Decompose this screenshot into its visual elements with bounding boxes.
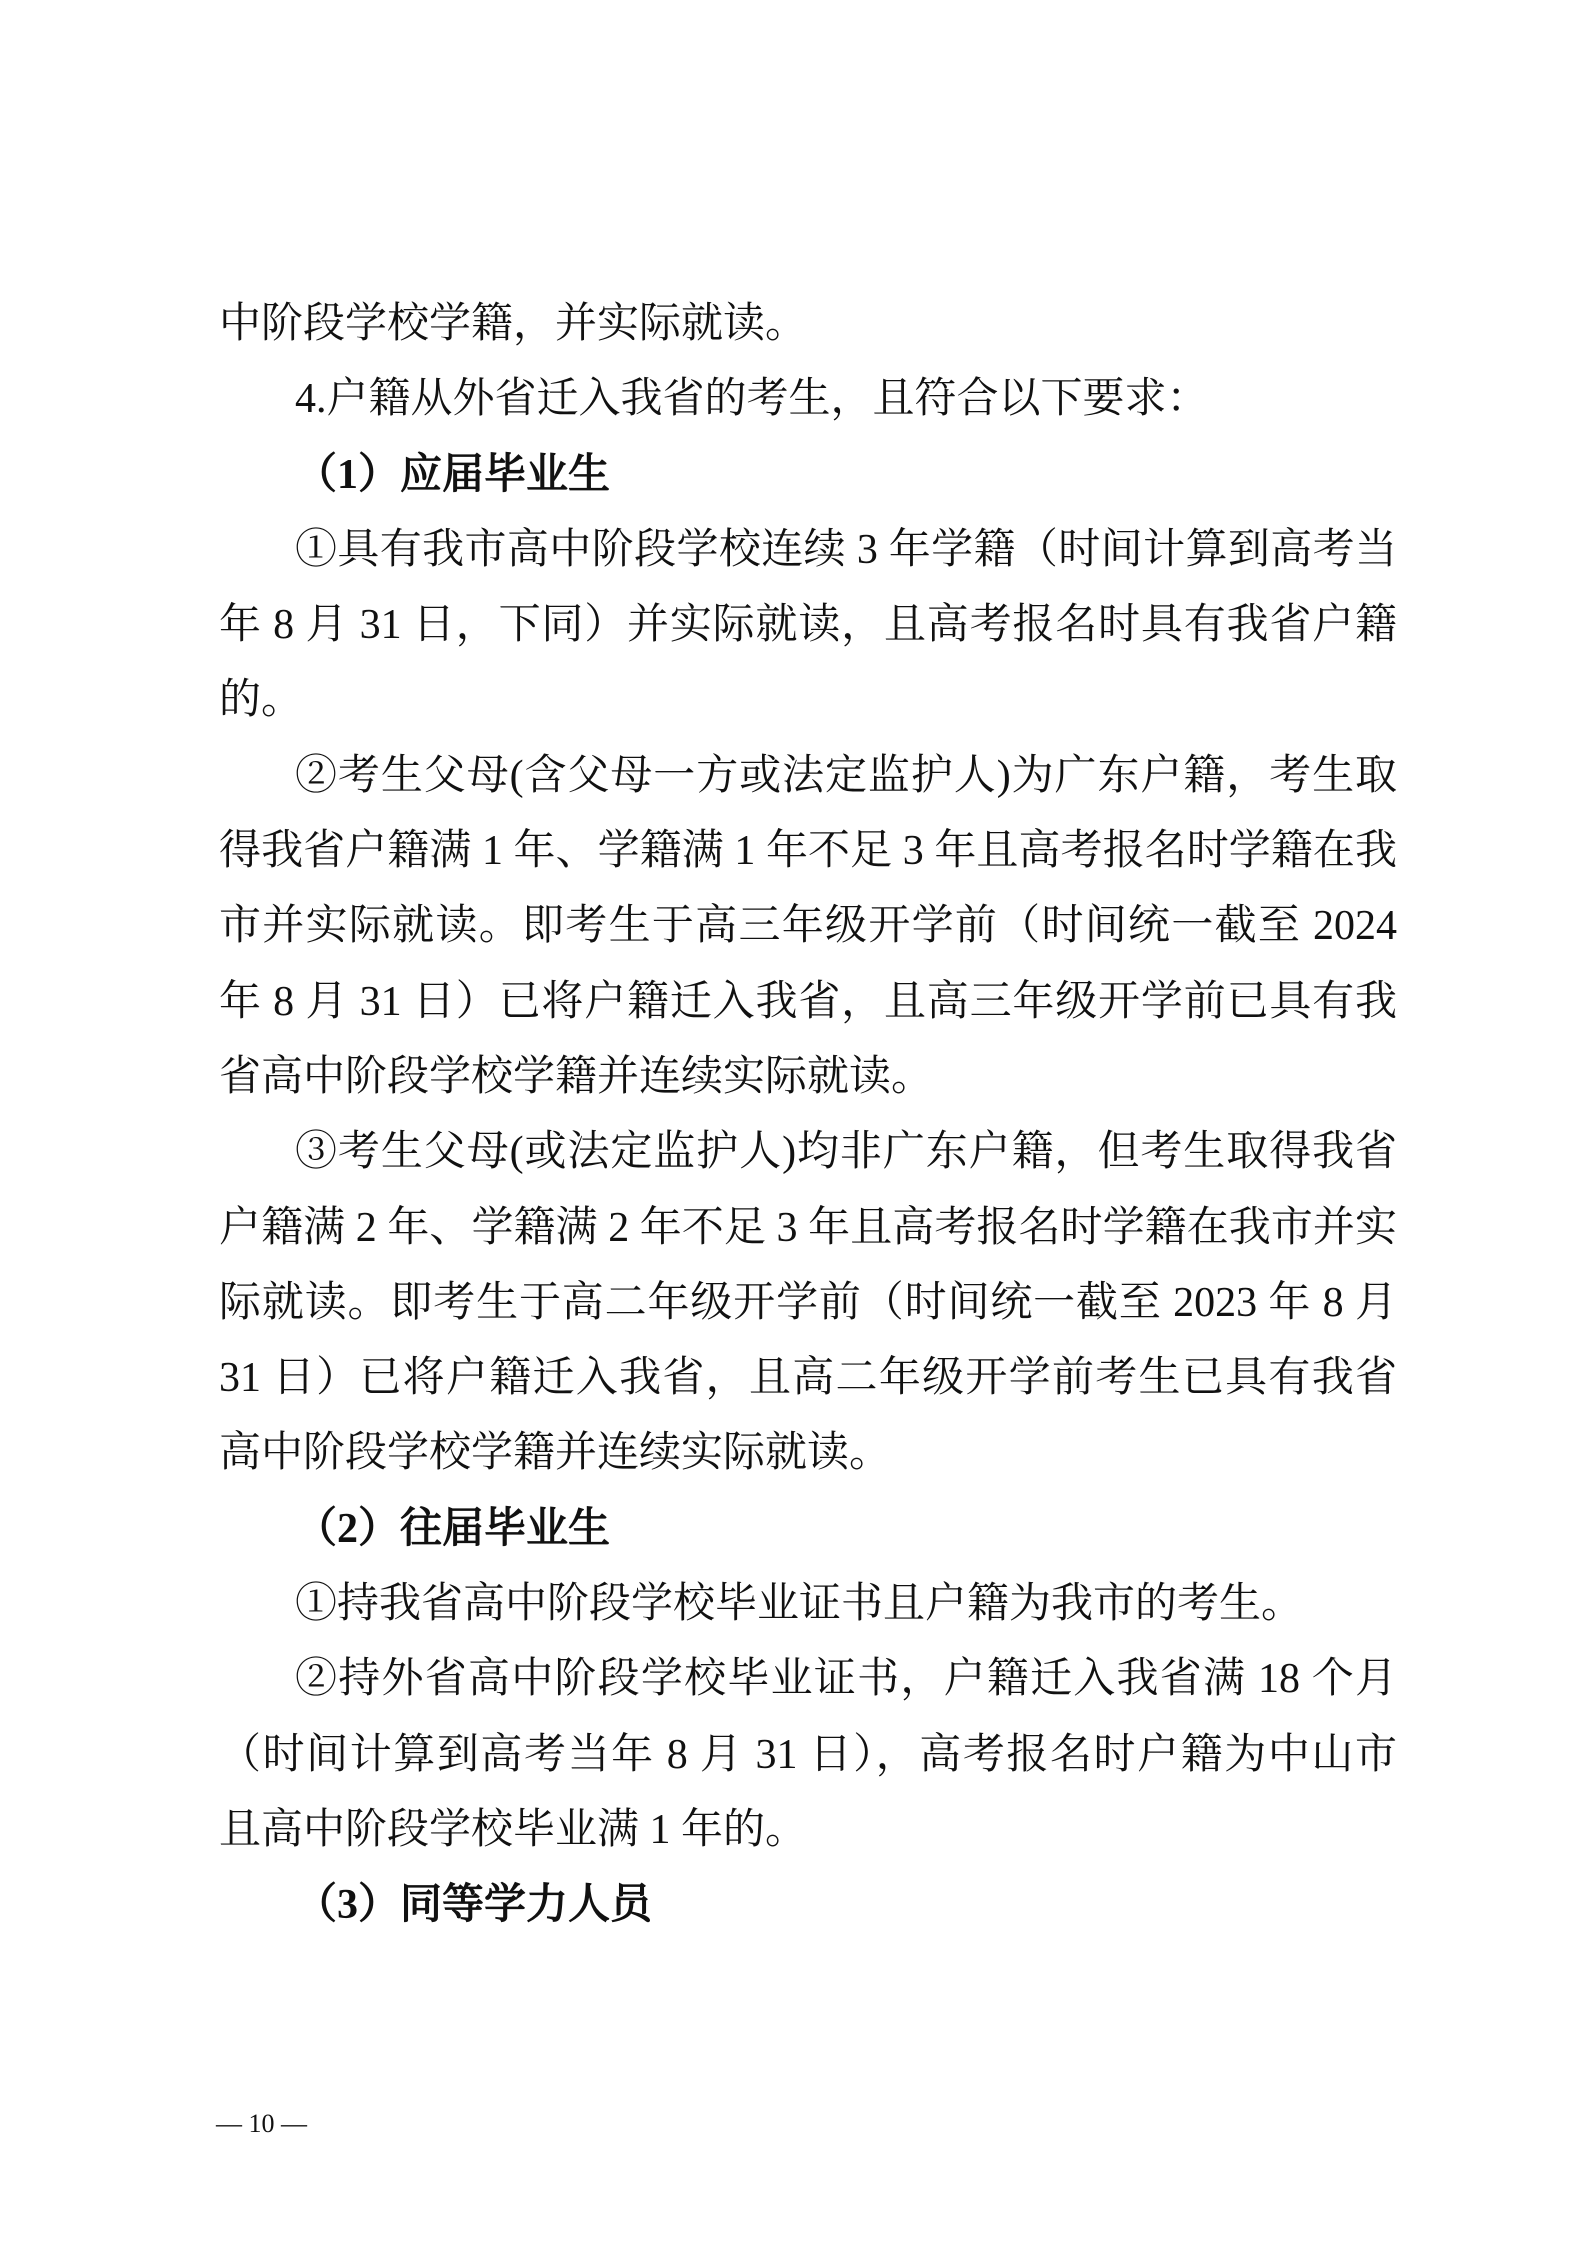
section-heading: （2）往届毕业生 (295, 1505, 611, 1552)
text-line: 31 日）已将户籍迁入我省，且高二年级开学前考生已具有我省 (219, 1355, 1397, 1402)
paragraph (219, 739, 1397, 1115)
page-number: — 10 — (216, 2109, 307, 2138)
text-line: ①持我省高中阶段学校毕业证书且户籍为我市的考生。 (295, 1581, 1304, 1628)
section-heading: （3）同等学力人员 (295, 1882, 653, 1929)
paragraph (219, 1115, 1397, 1491)
text-line: 中阶段学校学籍，并实际就读。 (219, 301, 808, 347)
section-heading: （1）应届毕业生 (295, 451, 611, 498)
paragraph (219, 1642, 1397, 1868)
section-fresh-graduates (219, 438, 1397, 1492)
text-line: 省高中阶段学校学籍并连续实际就读。 (219, 1053, 934, 1100)
text-line: 户籍满 2 年、学籍满 2 年不足 3 年且高考报名时学籍在我市并实 (219, 1204, 1397, 1251)
text-line: ②持外省高中阶段学校毕业证书，户籍迁入我省满 18 个月 (295, 1656, 1397, 1703)
section-previous-graduates (219, 1492, 1397, 1868)
text-line: 得我省户籍满 1 年、学籍满 1 年不足 3 年且高考报名时学籍在我 (219, 828, 1397, 875)
text-line: 年 8 月 31 日）已将户籍迁入我省，且高三年级开学前已具有我 (219, 978, 1397, 1025)
text-line: ①具有我市高中阶段学校连续 3 年学籍（时间计算到高考当 (295, 526, 1397, 573)
item-heading: 4.户籍从外省迁入我省的考生，且符合以下要求： (295, 376, 1209, 423)
text-line: 高中阶段学校学籍并连续实际就读。 (219, 1430, 892, 1477)
text-line: ③考生父母(或法定监护人)均非广东户籍，但考生取得我省 (295, 1129, 1397, 1176)
text-line: 市并实际就读。即考生于高三年级开学前（时间统一截至 2024 (219, 903, 1397, 950)
paragraph (219, 513, 1397, 739)
text-line: （时间计算到高考当年 8 月 31 日），高考报名时户籍为中山市 (219, 1731, 1397, 1778)
text-line: ②考生父母(含父母一方或法定监护人)为广东户籍，考生取 (295, 752, 1397, 799)
text-line: 且高中阶段学校毕业满 1 年的。 (219, 1806, 808, 1853)
text-line: 的。 (219, 677, 304, 724)
paragraph (219, 1567, 1397, 1642)
paragraph-continuation (219, 287, 1397, 362)
section-equivalent-education (219, 1868, 1397, 1943)
text-line: 际就读。即考生于高二年级开学前（时间统一截至 2023 年 8 月 (219, 1279, 1397, 1326)
page-body (219, 287, 1397, 1944)
text-line: 年 8 月 31 日，下同）并实际就读，且高考报名时具有我省户籍 (219, 602, 1397, 649)
